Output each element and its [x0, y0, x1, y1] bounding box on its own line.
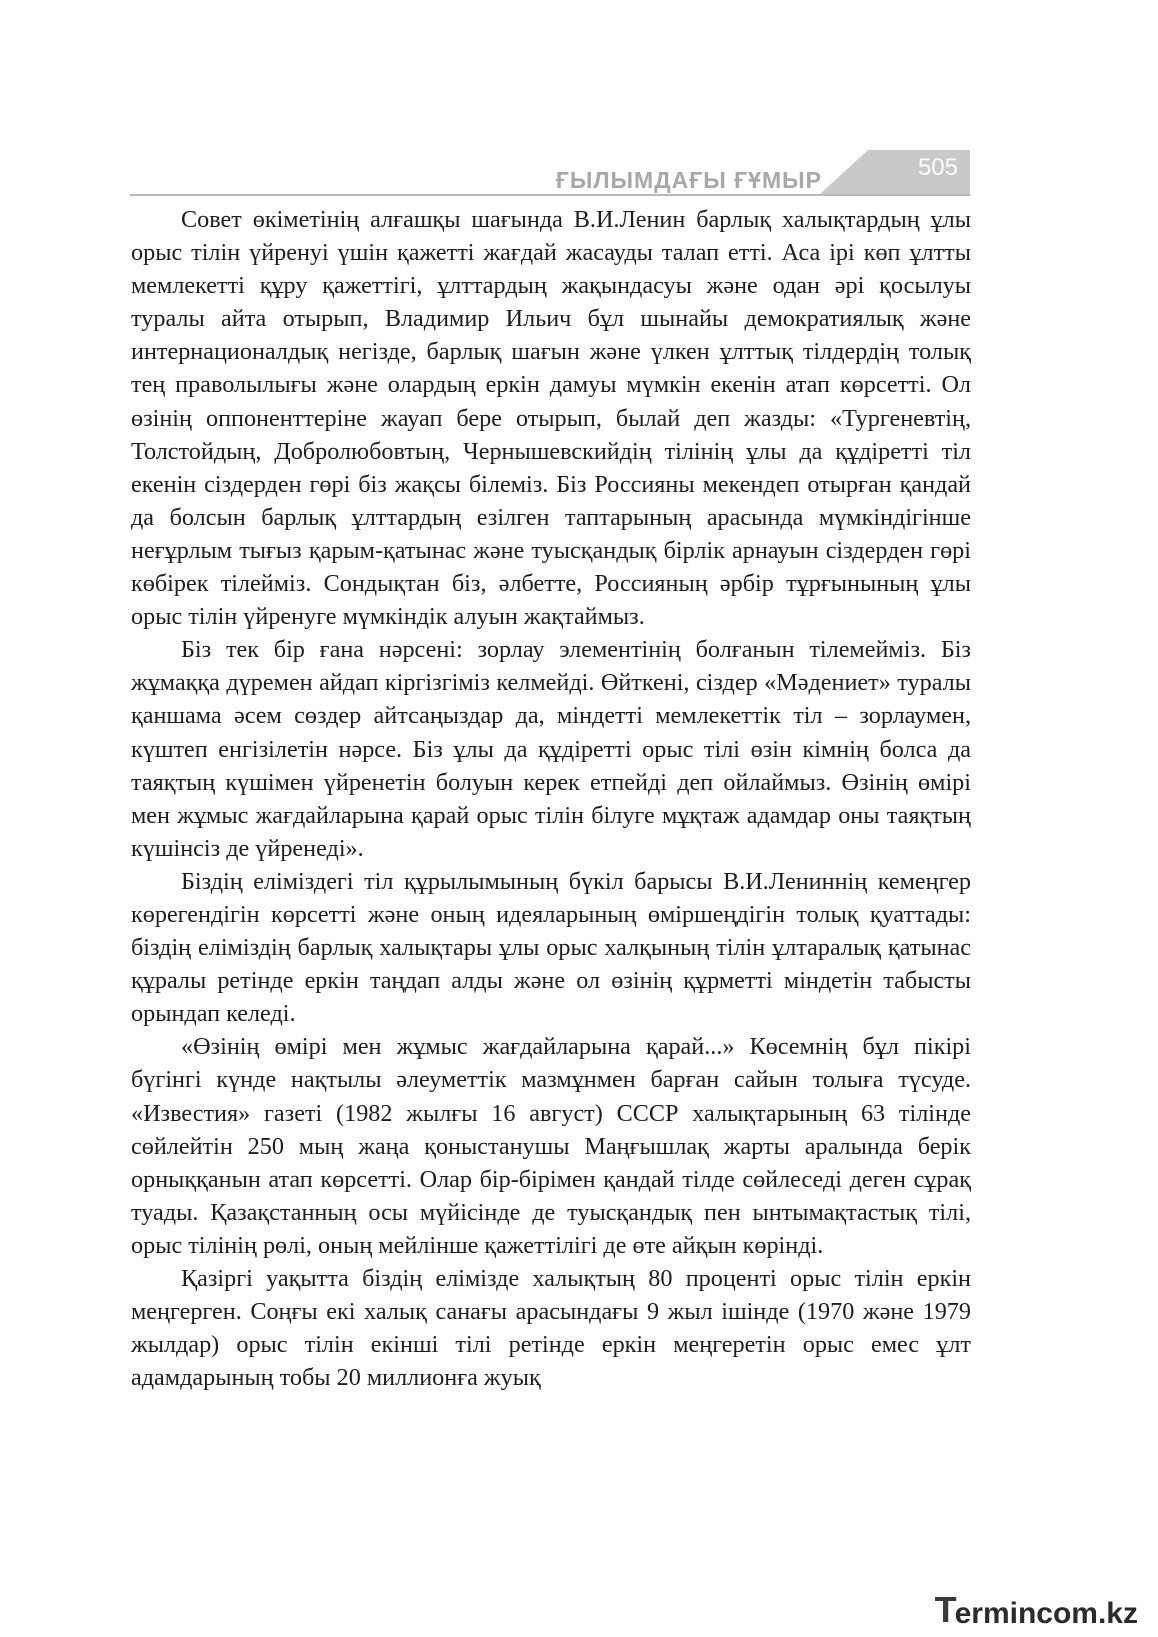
watermark-text: ermincom.kz — [954, 1597, 1138, 1630]
watermark-logo-letter: T — [934, 1589, 957, 1630]
site-watermark — [935, 1589, 1138, 1631]
paragraph: Біз тек бір ғана нәрсені: зорлау элементінің болғанын тілемейміз. Біз жұмаққа дүремен айдап кіргізгіміз келмейді. Өйткені, сіздер «Мәдениет» туралы қаншама әсем сөздер айтсаңыздар да, міндетті мемлекеттік тіл – зорлаумен, күштеп енгізілетін нәрсе. Біз ұлы да құдіретті орыс тілі өзін кімнің болса да таяқтың күшімен үйренетін болуын керек етпейді деп ойлаймыз. Өзінің өмірі мен жұмыс жағдайларына қарай орыс тілін білуге мұқтаж адамдар оны таяқтың күшінсіз де үйренеді». — [131, 636, 971, 862]
body-text — [131, 203, 971, 1394]
header-rule — [130, 194, 970, 196]
page-number-tab — [820, 150, 970, 194]
paragraph: Совет өкіметінің алғашқы шағында В.И.Ленин барлық халықтардың ұлы орыс тілін үйренуі үшін қажетті жағдай жасауды талап етті. Аса ірі көп ұлтты мемлекетті құру қажеттігі, ұлттардың жақындасуы және одан әрі қосылуы туралы айта отырып, Владимир Ильич бұл шынайы демократиялық және интернационалдық негізде, барлық шағын және үлкен ұлттық тілдердің толық тең праволылығы және олардың еркін дамуы мүмкін екенін атап көрсетті. Ол өзінің оппоненттеріне жауап бере отырып, былай деп жазды: «Тургеневтің, Толстойдың, Добролюбовтың, Чернышевскийдің тілінің ұлы да құдіретті тіл екенін сіздерден гөрі біз жақсы білеміз. Біз Россияны мекендеп отырған қандай да болсын барлық ұлттардың езілген таптарының арасында мүмкіндігінше неғұрлым тығыз қарым-қатынас және туысқандық бірлік арнауын сіздерден гөрі көбірек тілейміз. Сондықтан біз, әлбетте, Россияның әрбір тұрғынының ұлы орыс тілін үйренуге мүмкіндік алуын жақтаймыз. — [131, 206, 971, 631]
page-number: 505 — [917, 154, 958, 181]
paragraph: Қазіргі уақытта біздің елімізде халықтың 80 проценті орыс тілін еркін меңгерген. Соңғы екі халық санағы арасындағы 9 жыл ішінде (1970 және 1979 жылдар) орыс тілін екінші тілі ретінде еркін меңгеретін орыс емес ұлт адамдарының тобы 20 миллионға жуық — [131, 1265, 971, 1392]
section-title: ҒЫЛЫМДАҒЫ ҒҰМЫР — [555, 167, 822, 193]
running-header — [130, 148, 970, 196]
paragraph: «Өзінің өмірі мен жұмыс жағдайларына қарай...» Көсемнің бұл пікірі бүгінгі күнде нақтылы әлеуметтік мазмұнмен барған сайын толыға түсуде. «Известия» газеті (1982 жылғы 16 август) СССР халықтарының 63 тілінде сөйлейтін 250 мың жаңа қоныстанушы Маңғышлақ жарты аралында берік орныққанын атап көрсетті. Олар бір-бірімен қандай тілде сөйлеседі деген сұрақ туады. Қазақстанның осы мүйісінде де туысқандық пен ынтымақтастық тілі, орыс тілінің рөлі, оның мейлінше қажеттілігі де өте айқын көрінді. — [131, 1033, 971, 1259]
paragraph: Біздің еліміздегі тіл құрылымының бүкіл барысы В.И.Лениннің кемеңгер көрегендігін көрсетті және оның идеяларының өміршеңдігін толық қуаттады: біздің еліміздің барлық халықтары ұлы орыс халқының тілін ұлтаралық қатынас құралы ретінде еркін таңдап алды және ол өзінің құрметті міндетін табысты орындап келеді. — [131, 867, 971, 1028]
